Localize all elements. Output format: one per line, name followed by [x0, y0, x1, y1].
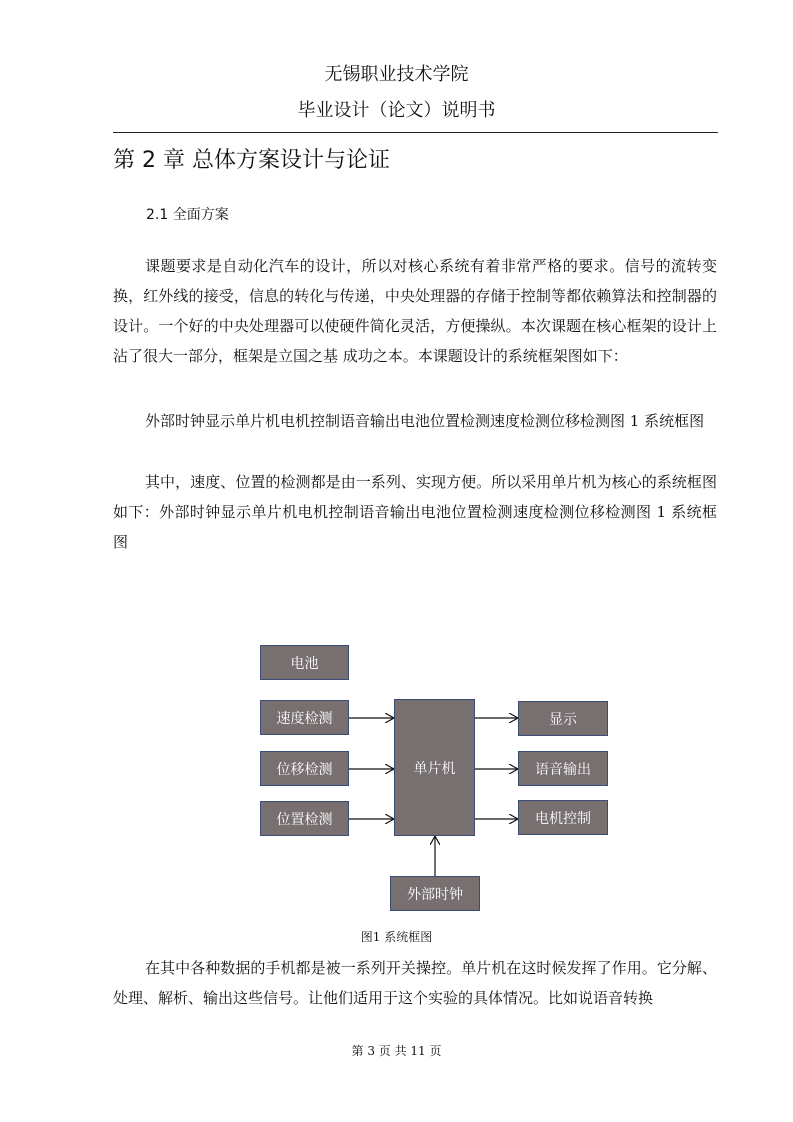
figure-caption: 图1 系统框图: [360, 930, 433, 944]
paragraph-after-figure: 在其中各种数据的手机都是被一系列开关操控。单片机在这时候发挥了作用。它分解、处理、解析、输出这些信号。让他们适用于这个实验的具体情况。比如说语音转换: [113, 959, 717, 1007]
box-voice-output: 语音输出: [518, 751, 608, 786]
section-title: 2.1 全面方案: [146, 207, 229, 223]
header-rule: [113, 132, 718, 133]
box-display: 显示: [518, 701, 608, 736]
paragraph-diagram-text-2: 其中，速度、位置的检测都是由一系列、实现方便。所以采用单片机为核心的系统框图如下：外部时钟显示单片机电机控制语音输出电池位置检测速度检测位移检测图 1 系统框图: [113, 473, 717, 551]
box-position-detection: 位置检测: [260, 801, 349, 836]
header-doc-type: 毕业设计（论文）说明书: [297, 100, 496, 121]
page-footer: 第 3 页 共 11 页: [351, 1044, 442, 1058]
box-speed-detection: 速度检测: [260, 700, 349, 735]
box-battery: 电池: [260, 645, 349, 680]
chapter-title: 第 2 章 总体方案设计与论证: [113, 148, 390, 173]
box-motor-control: 电机控制: [518, 800, 608, 835]
box-mcu: 单片机: [394, 699, 475, 836]
header-school: 无锡职业技术学院: [324, 64, 469, 85]
paragraph-intro: 课题要求是自动化汽车的设计，所以对核心系统有着非常严格的要求。信号的流转变换，红外线的接受，信息的转化与传递，中央处理器的存储于控制等都依赖算法和控制器的设计。一个好的中央处理器可以使硬件简化灵活，方便操纵。本次课题在核心框架的设计上沾了很大一部分，框架是立国之基 成功之本。本课题设计的系统框架图如下：: [113, 257, 717, 365]
box-external-clock: 外部时钟: [390, 876, 480, 911]
box-displacement-detection: 位移检测: [260, 751, 349, 786]
paragraph-diagram-text-1: 外部时钟显示单片机电机控制语音输出电池位置检测速度检测位移检测图 1 系统框图: [145, 412, 705, 430]
